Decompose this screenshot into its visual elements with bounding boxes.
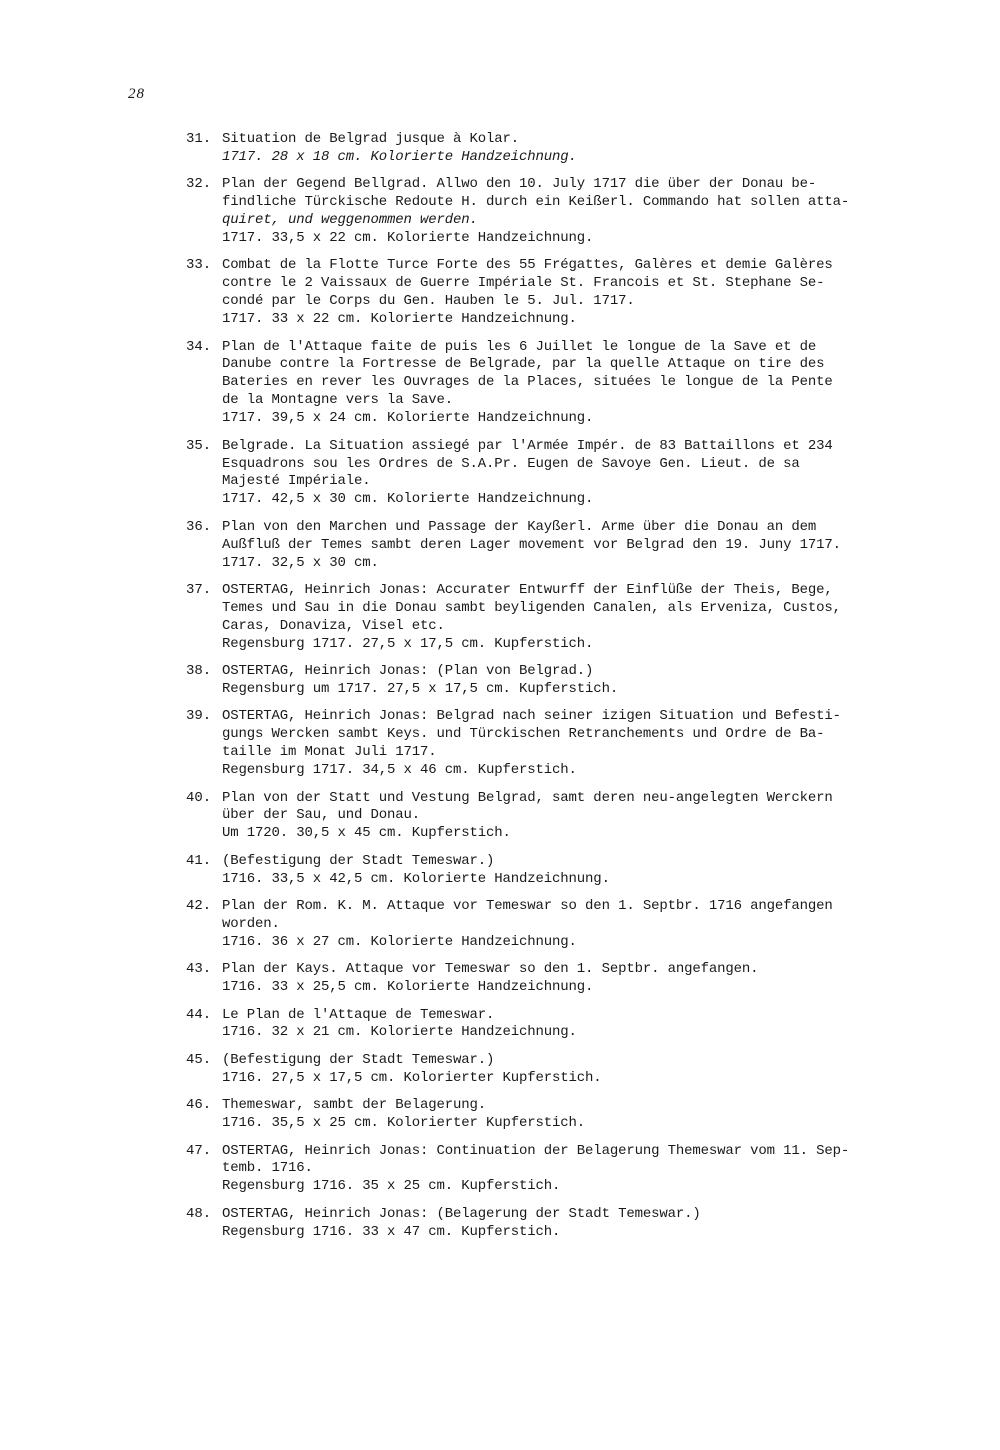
catalog-entry	[186, 1143, 926, 1197]
entry-text	[222, 176, 926, 248]
entry-line: Regensburg 1716. 35 x 25 cm. Kupferstich.	[222, 1178, 561, 1195]
entry-line: Bateries en rever les Ouvrages de la Places, situées le longue de la Pente	[222, 374, 833, 391]
catalog-entry	[186, 519, 926, 573]
entry-line: (Befestigung der Stadt Temeswar.)	[222, 852, 495, 869]
catalog-entry	[186, 1007, 926, 1043]
entry-line: Regensburg 1717. 34,5 x 46 cm. Kupferstich.	[222, 762, 577, 779]
entry-number: 41.	[186, 852, 212, 869]
entry-text	[222, 438, 926, 510]
entry-line: Danube contre la Fortresse de Belgrade, par la quelle Attaque on tire des	[222, 356, 825, 373]
entry-line: temb. 1716.	[222, 1160, 313, 1177]
entry-line: Regensburg 1716. 33 x 47 cm. Kupferstich.	[222, 1223, 561, 1240]
catalog-entry	[186, 438, 926, 510]
entry-number: 34.	[186, 338, 212, 355]
entry-line: 1716. 27,5 x 17,5 cm. Kolorierter Kupferstich.	[222, 1069, 602, 1086]
entry-number: 44.	[186, 1006, 212, 1023]
entry-line: OSTERTAG, Heinrich Jonas: Accurater Entwurff der Einflüße der Theis, Bege,	[222, 581, 833, 598]
catalog-entry	[186, 1052, 926, 1088]
entry-number: 37.	[186, 581, 212, 598]
entry-line: Plan der Gegend Bellgrad. Allwo den 10. July 1717 die über der Donau be-	[222, 176, 817, 193]
catalog-entry	[186, 339, 926, 429]
entry-line: Regensburg um 1717. 27,5 x 17,5 cm. Kupferstich.	[222, 680, 619, 697]
entry-number: 48.	[186, 1205, 212, 1222]
entry-text	[222, 1097, 926, 1133]
page-number: 28	[128, 86, 145, 102]
catalog-entry	[186, 663, 926, 699]
entry-number: 39.	[186, 708, 212, 725]
entry-line: Belgrade. La Situation assiegé par l'Armée Impér. de 83 Battaillons et 234	[222, 437, 833, 454]
entry-line: über der Sau, und Donau.	[222, 807, 421, 824]
entry-number: 32.	[186, 176, 212, 193]
entry-number: 42.	[186, 898, 212, 915]
catalog-entry	[186, 1097, 926, 1133]
entry-text	[222, 339, 926, 429]
entry-line: taille im Monat Juli 1717.	[222, 744, 437, 761]
entry-line: OSTERTAG, Heinrich Jonas: (Belagerung der Stadt Temeswar.)	[222, 1205, 701, 1222]
entry-line: Majesté Impériale.	[222, 473, 371, 490]
catalog-entry	[186, 853, 926, 889]
entry-number: 45.	[186, 1051, 212, 1068]
entry-line: (Befestigung der Stadt Temeswar.)	[222, 1051, 495, 1068]
entry-text	[222, 961, 926, 997]
entry-line: Plan der Rom. K. M. Attaque vor Temeswar so den 1. Septbr. 1716 angefangen	[222, 898, 833, 915]
entry-line: 1717. 33 x 22 cm. Kolorierte Handzeichnung.	[222, 311, 577, 328]
entry-line: Situation de Belgrad jusque à Kolar.	[222, 131, 520, 147]
entry-number: 47.	[186, 1142, 212, 1159]
entry-line: quiret, und weggenommen werden.	[222, 212, 478, 229]
entry-text	[222, 1143, 926, 1197]
entry-line: de la Montagne vers la Save.	[222, 392, 454, 409]
entry-line: 1717. 42,5 x 30 cm. Kolorierte Handzeichnung.	[222, 491, 594, 508]
catalog-entry	[186, 961, 926, 997]
catalog-entry	[186, 708, 926, 780]
entry-line: 1716. 36 x 27 cm. Kolorierte Handzeichnung.	[222, 933, 577, 950]
entry-text	[222, 131, 926, 167]
entry-number: 40.	[186, 789, 212, 806]
entry-line: Regensburg 1717. 27,5 x 17,5 cm. Kupferstich.	[222, 635, 594, 652]
entry-line: gungs Wercken sambt Keys. und Türckischen Retranchements und Ordre de Ba-	[222, 726, 825, 743]
entry-text	[222, 582, 926, 654]
catalog-entry	[186, 582, 926, 654]
entry-line: 1716. 35,5 x 25 cm. Kolorierter Kupferstich.	[222, 1115, 586, 1132]
catalog-entry	[186, 790, 926, 844]
entry-line: OSTERTAG, Heinrich Jonas: (Plan von Belgrad.)	[222, 663, 594, 680]
catalog-entry	[186, 131, 926, 167]
entry-line: worden.	[222, 915, 280, 932]
entry-line: Temes und Sau in die Donau sambt beyligenden Canalen, als Erveniza, Custos,	[222, 599, 841, 616]
entry-line: OSTERTAG, Heinrich Jonas: Belgrad nach seiner izigen Situation und Befesti-	[222, 708, 841, 725]
entry-line: Caras, Donaviza, Visel etc.	[222, 617, 445, 634]
entry-number: 36.	[186, 518, 212, 535]
catalog-entry	[186, 176, 926, 248]
entry-line: 1716. 33 x 25,5 cm. Kolorierte Handzeichnung.	[222, 979, 594, 996]
entry-line: contre le 2 Vaissaux de Guerre Impériale St. Francois et St. Stephane Se-	[222, 275, 825, 292]
entry-text	[222, 257, 926, 329]
entry-line: Le Plan de l'Attaque de Temeswar.	[222, 1006, 495, 1023]
entry-line: Plan von den Marchen und Passage der Kayßerl. Arme über die Donau an dem	[222, 518, 817, 535]
entry-text	[222, 519, 926, 573]
entry-text	[222, 1007, 926, 1043]
entry-line: Außfluß der Temes sambt deren Lager movement vor Belgrad den 19. Juny 1717.	[222, 536, 841, 553]
entry-text	[222, 663, 926, 699]
entry-text	[222, 1206, 926, 1242]
entry-number: 43.	[186, 961, 212, 978]
entry-line: Um 1720. 30,5 x 45 cm. Kupferstich.	[222, 825, 511, 842]
entry-text	[222, 708, 926, 780]
entry-line: 1717. 33,5 x 22 cm. Kolorierte Handzeichnung.	[222, 230, 594, 247]
entry-text	[222, 790, 926, 844]
entry-line: 1716. 32 x 21 cm. Kolorierte Handzeichnung.	[222, 1024, 577, 1041]
entry-line: Plan von der Statt und Vestung Belgrad, samt deren neu-angelegten Werckern	[222, 789, 833, 806]
entry-text	[222, 1052, 926, 1088]
entry-line: findliche Türckische Redoute H. durch ein Keißerl. Commando hat sollen atta-	[222, 194, 850, 211]
entry-number: 31.	[186, 131, 212, 147]
entry-line: 1717. 28 x 18 cm. Kolorierte Handzeichnung.	[222, 148, 577, 165]
entry-line: Esquadrons sou les Ordres de S.A.Pr. Eugen de Savoye Gen. Lieut. de sa	[222, 455, 800, 472]
entry-text	[222, 853, 926, 889]
catalog-entry	[186, 898, 926, 952]
entry-number: 35.	[186, 437, 212, 454]
entry-line: Themeswar, sambt der Belagerung.	[222, 1097, 487, 1114]
entry-number: 46.	[186, 1097, 212, 1114]
entry-number: 33.	[186, 257, 212, 274]
entry-line: 1717. 32,5 x 30 cm.	[222, 554, 379, 571]
catalog-entry	[186, 1206, 926, 1242]
catalog-entry	[186, 257, 926, 329]
entry-text	[222, 898, 926, 952]
entry-line: 1716. 33,5 x 42,5 cm. Kolorierte Handzeichnung.	[222, 870, 610, 887]
entry-line: Plan der Kays. Attaque vor Temeswar so den 1. Septbr. angefangen.	[222, 961, 759, 978]
entry-number: 38.	[186, 663, 212, 680]
entry-line: Plan de l'Attaque faite de puis les 6 Juillet le longue de la Save et de	[222, 338, 817, 355]
entry-line: condé par le Corps du Gen. Hauben le 5. Jul. 1717.	[222, 293, 635, 310]
entry-line: Combat de la Flotte Turce Forte des 55 Frégattes, Galères et demie Galères	[222, 257, 833, 274]
catalog-list	[186, 131, 926, 1251]
entry-line: 1717. 39,5 x 24 cm. Kolorierte Handzeichnung.	[222, 410, 594, 427]
entry-line: OSTERTAG, Heinrich Jonas: Continuation der Belagerung Themeswar vom 11. Sep-	[222, 1142, 850, 1159]
